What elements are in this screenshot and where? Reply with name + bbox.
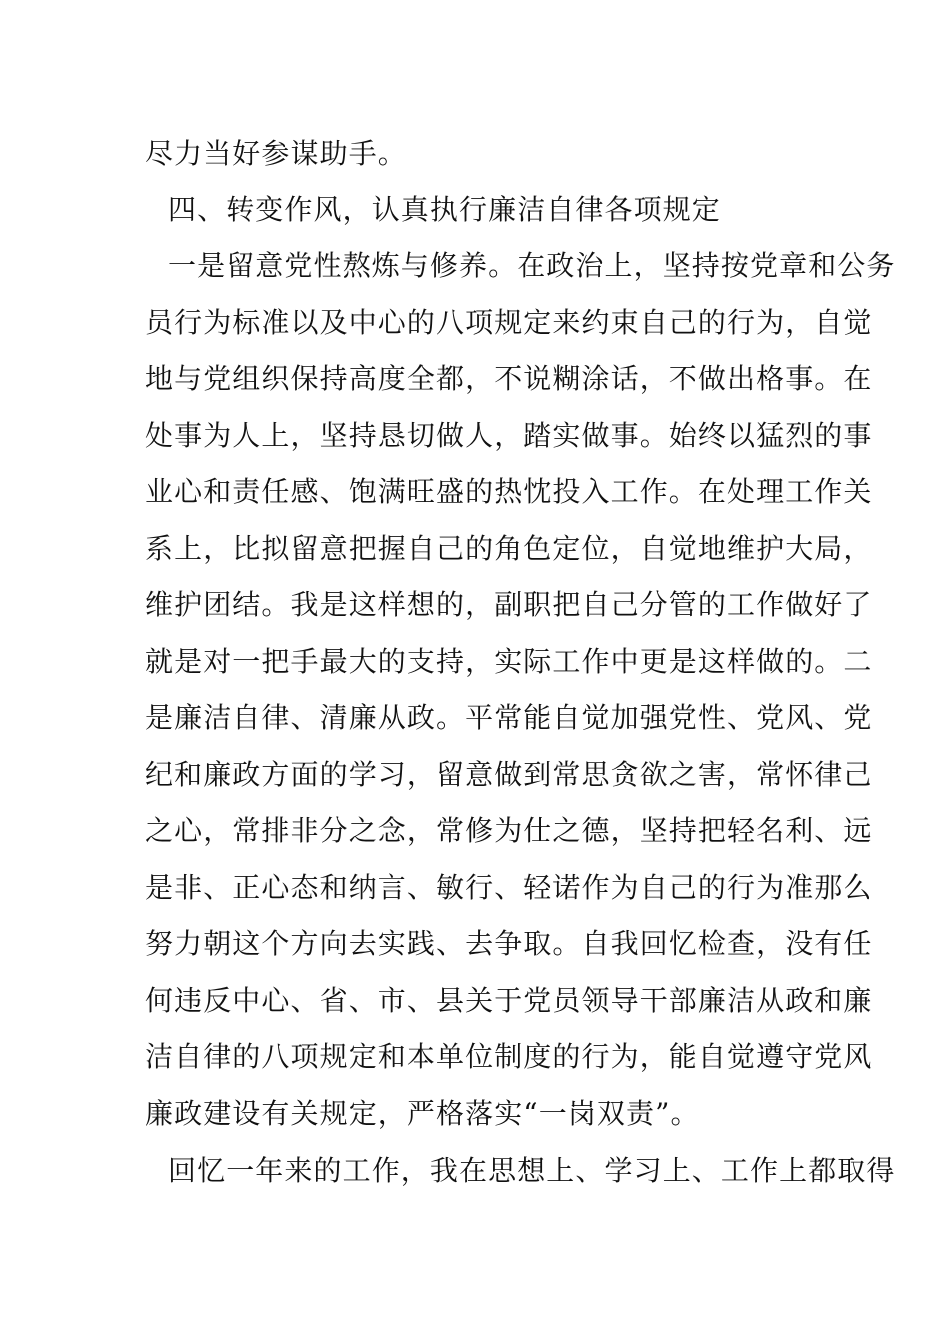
text-line: 地与党组织保持高度全都，不说糊涂话，不做出格事。在 — [145, 362, 873, 395]
text-line: 洁自律的八项规定和本单位制度的行为，能自觉遵守党风 — [145, 1040, 873, 1073]
text-line: 维护团结。我是这样想的，副职把自己分管的工作做好了 — [145, 588, 873, 621]
text-line: 纪和廉政方面的学习，留意做到常思贪欲之害，常怀律己 — [145, 758, 873, 791]
text-line: 业心和责任感、饱满旺盛的热忱投入工作。在处理工作关 — [145, 475, 873, 508]
text-line: 之心，常排非分之念，常修为仕之德，坚持把轻名利、远 — [145, 814, 873, 847]
text-line: 一是留意党性熬炼与修养。在政治上，坚持按党章和公务 — [168, 249, 896, 282]
text-line: 就是对一把手最大的支持，实际工作中更是这样做的。二 — [145, 645, 873, 678]
text-line: 回忆一年来的工作，我在思想上、学习上、工作上都取得 — [168, 1154, 896, 1187]
text-line: 员行为标准以及中心的八项规定来约束自己的行为，自觉 — [145, 306, 873, 339]
text-line: 系上，比拟留意把握自己的角色定位，自觉地维护大局， — [145, 532, 873, 565]
text-line: 处事为人上，坚持恳切做人，踏实做事。始终以猛烈的事 — [145, 419, 873, 452]
text-line: 努力朝这个方向去实践、去争取。自我回忆检查，没有任 — [145, 927, 873, 960]
text-line: 廉政建设有关规定，严格落实“一岗双责”。 — [145, 1097, 700, 1130]
section-heading: 四、转变作风，认真执行廉洁自律各项规定 — [168, 193, 721, 226]
text-line: 尽力当好参谋助手。 — [145, 137, 407, 170]
text-line: 是廉洁自律、清廉从政。平常能自觉加强党性、党风、党 — [145, 701, 873, 734]
text-line: 何违反中心、省、市、县关于党员领导干部廉洁从政和廉 — [145, 984, 873, 1017]
text-line: 是非、正心态和纳言、敏行、轻诺作为自己的行为准那么 — [145, 871, 873, 904]
